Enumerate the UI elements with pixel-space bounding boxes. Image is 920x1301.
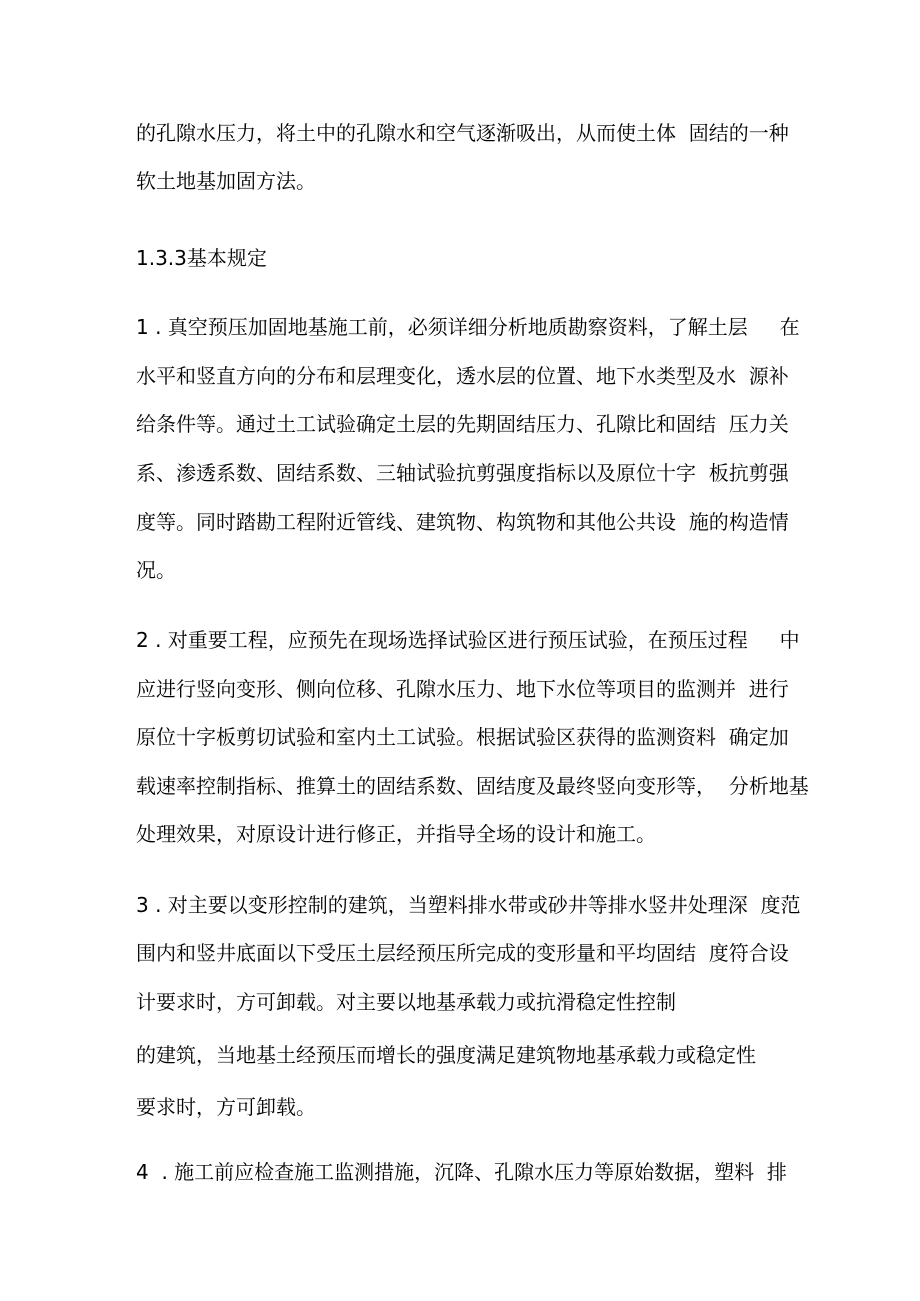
item1-line-5: 度等。同时踏勘工程附近管线、建筑物、构筑物和其他公共设 施的构造情 (136, 510, 789, 534)
intro-line-2: 软土地基加固方法。 (136, 169, 316, 193)
item3-line-3: 计要求时，方可卸载。对主要以地基承载力或抗滑稳定性控制 (136, 990, 676, 1014)
item4-line-1: 4 . 施工前应检查施工监测措施，沉降、孔隙水压力等原始数据，塑料 排 (136, 1160, 787, 1184)
item3-line-2: 围内和竖井底面以下受压土层经预压所完成的变形量和平均固结 度符合设 (136, 941, 789, 965)
item1-line-2: 水平和竖直方向的分布和层理变化，透水层的位置、地下水类型及水 源补 (136, 364, 789, 388)
intro-line-1: 的孔隙水压力，将土中的孔隙水和空气逐渐吸出，从而使土体 固结的一种 (136, 121, 789, 145)
item3-line-1: 3 . 对主要以变形控制的建筑，当塑料排水带或砂井等排水竖井处理深 度范 (136, 893, 801, 917)
item3-line-5: 要求时，方可卸载。 (136, 1095, 316, 1119)
item3-line-4: 的建筑，当地基土经预压而增长的强度满足建筑物地基承载力或稳定性 (136, 1043, 756, 1067)
item1-line-4: 系、渗透系数、固结系数、三轴试验抗剪强度指标以及原位十字 板抗剪强 (136, 461, 789, 485)
item2-line-3: 原位十字板剪切试验和室内土工试验。根据试验区获得的监测资料 确定加 (136, 725, 789, 749)
item2-line-1: 2 . 对重要工程，应预先在现场选择试验区进行预压试验，在预压过程 中 (136, 628, 800, 652)
item2-line-5: 处理效果，对原设计进行修正，并指导全场的设计和施工。 (136, 822, 656, 846)
item1-line-1: 1 . 真空预压加固地基施工前，必须详细分析地质勘察资料，了解土层 在 (136, 315, 800, 339)
item1-line-3: 给条件等。通过土工试验确定土层的先期固结压力、孔隙比和固结 压力关 (136, 412, 789, 436)
item1-line-6: 况。 (136, 558, 176, 582)
section-heading: 1.3.3基本规定 (136, 246, 267, 270)
item2-line-4: 载速率控制指标、推算土的固结系数、固结度及最终竖向变形等， 分析地基 (136, 774, 809, 798)
item2-line-2: 应进行竖向变形、侧向位移、孔隙水压力、地下水位等项目的监测并 进行 (136, 677, 789, 701)
